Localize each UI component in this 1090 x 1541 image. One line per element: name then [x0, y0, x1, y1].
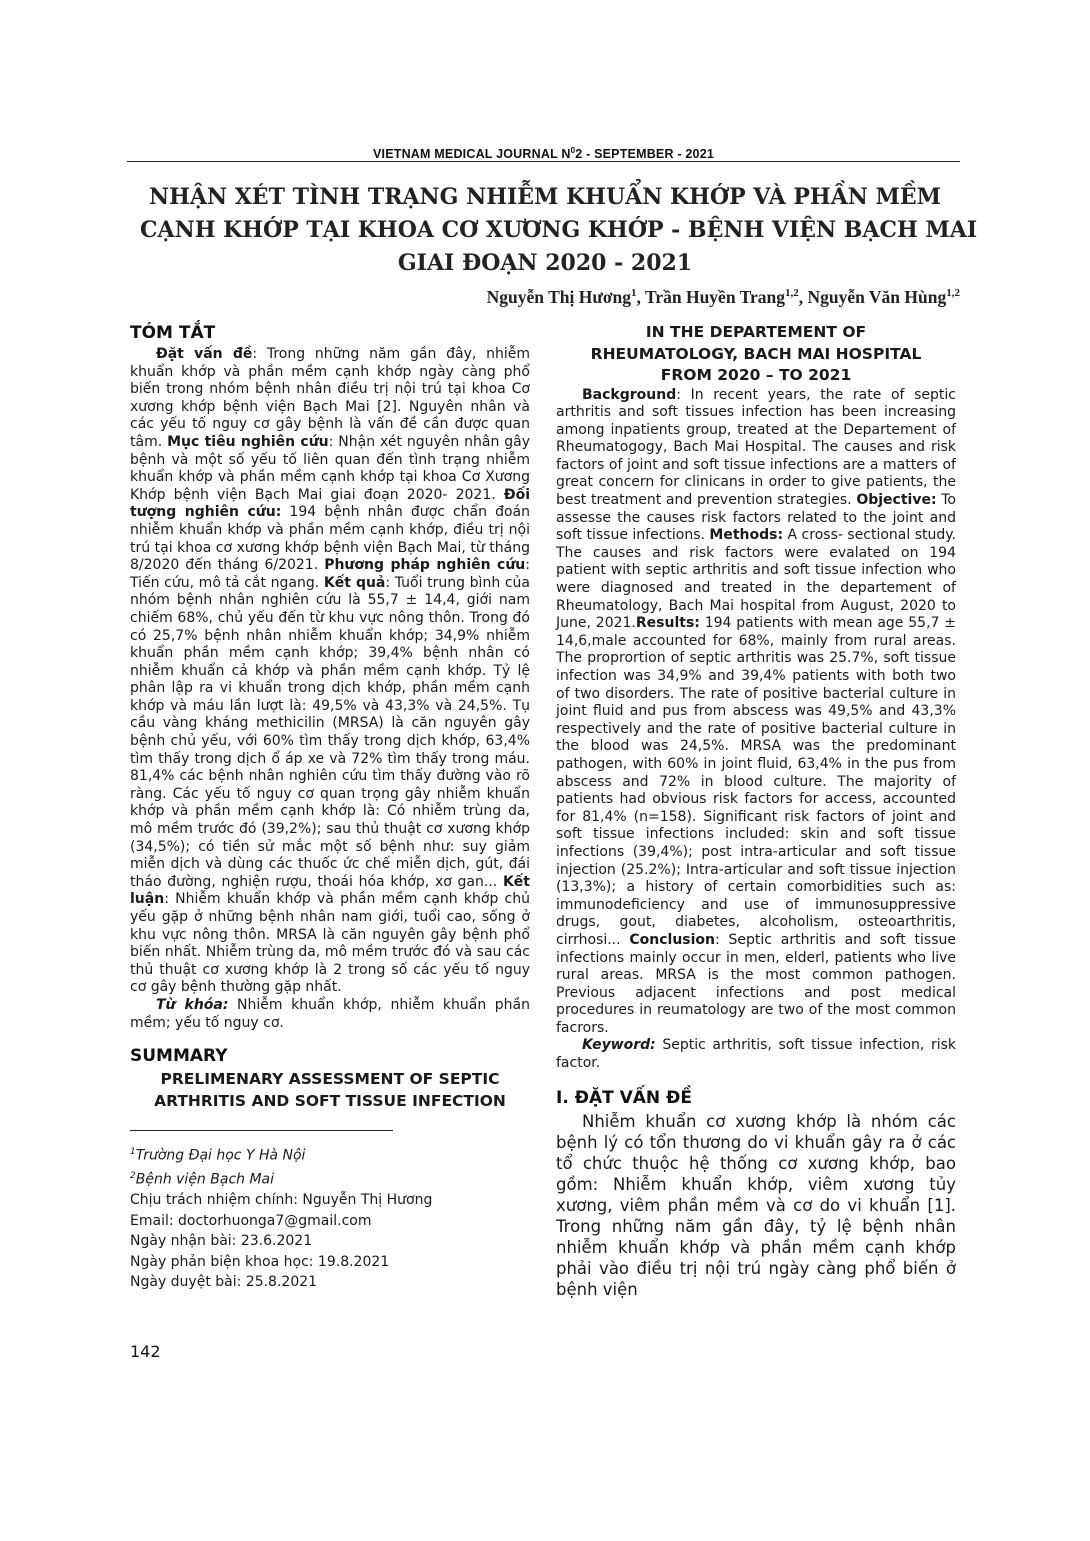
bold-label: Conclusion [629, 931, 716, 948]
intro-heading: I. ĐẶT VẤN ĐỀ [556, 1087, 692, 1108]
affiliation-sup: 2 [130, 1171, 136, 1182]
affiliation-text: Bệnh viện Bạch Mai [135, 1171, 275, 1188]
affiliation-sup: 1 [130, 1147, 136, 1158]
journal-number-sup: 0 [570, 146, 576, 155]
author-affiliation-sup: 1 [631, 287, 637, 300]
bold-label: Kết luận [130, 873, 530, 908]
bold-label: Kết quả [323, 574, 386, 591]
summary-title-line: IN THE DEPARTEMENT OF [645, 323, 867, 341]
body-text: : In recent years, the rate of septic arthritis and soft tissues infection has been increasing among inpatients group, treated at the Departement of Rheumatogogy, Bach Mai Hospital. The causes and risk factors of joint and soft tissue infections are a matters of great concern for clinicans in order to give patients, the best treatment and prevention strategies. [556, 386, 956, 509]
title-line: GIAI ĐOẠN 2020 - 2021 [397, 250, 693, 276]
body-text: : Nhiễm khuẩn khớp và phần mềm cạnh khớp chủ yếu gặp ở những bệnh nhân nam giới, tuổi cao, sống ở khu vực nông thôn. MRSA là căn nguyên gây bệnh phổ biến nhất. Nhiễm trùng da, mô mềm trước đó và sau các thủ thuật cơ xương khớp là 2 trong số các yếu tố nguy cơ gây bệnh thường gặp nhất. [130, 891, 530, 996]
keywords-en-label: Keyword: [582, 1037, 656, 1054]
author-name: Trần Huyền Trang [644, 287, 785, 307]
author-separator: , [798, 287, 808, 307]
affiliation-2 [130, 1166, 530, 1190]
title-line: NHẬN XÉT TÌNH TRẠNG NHIỄM KHUẨN KHỚP VÀ PHẦN MỀM [149, 184, 941, 210]
bold-label: Đặt vấn đề [156, 346, 253, 362]
author-separator: , [636, 287, 645, 307]
keywords-vi-text: Nhiễm khuẩn khớp, nhiễm khuẩn phần mềm; yếu tố nguy cơ. [130, 996, 530, 1031]
body-text: A cross- sectional study. The causes and risk factors were evalated on 194 patient with septic arthritis and soft tissue infection who were diagnosed and treated in the departement of Rheumatology, Bach Mai hospital from August, 2020 to June, 2021. [556, 527, 956, 632]
intro-body: Nhiễm khuẩn cơ xương khớp là nhóm các bệnh lý có tổn thương do vi khuẩn gây ra ở các tổ chức thuộc hệ thống cơ xương khớp, bao gồm: Nhiễm khuẩn khớp, viêm xương tủy xương, viêm phần mềm và cơ do vi khuẩn [1]. Trong những năm gần đây, tỷ lệ bệnh nhân nhiễm khuẩn khớp và phần mềm cạnh khớp phải vào điều trị nội trú ngày càng phổ biến ở bệnh viện [556, 1111, 956, 1299]
article-title [140, 181, 978, 280]
footnotes [130, 1142, 530, 1293]
author-affiliation-sup: 1,2 [784, 287, 799, 300]
footnote-rule [130, 1130, 393, 1131]
body-text: 194 patients with mean age 55,7 ± 14,6,male accounted for 68%, mainly from rural areas. The proprortion of septic arthritis was 25.7%, soft tissue infection was 34,9% and 39,4% patients with both two of two disorders. The rate of positive bacterial culture in joint fluid and pus from abscess was 49,5% and 43,3% respectively and the rate of positive bacterial culture in the blood was 24,5%. MRSA was the predominant pathogen, with 60% in joint fluid, 63,4% in the pus from abscess and 72% in blood culture. The majority of patients had obvious risk factors for access, accounted for 81,4% (n=158). Significant risk factors of joint and soft tissue infections included: skin and soft tissue infections (39,4%); post intra-articular and soft tissue injection (25.2%); Intra-articular and soft tissue injection (13,3%); a history of certain comorbidities such as: immunodeficiency and use of immunosuppressive drugs, gout, diabetes, alcoholism, osteoarthritis, cirrhosi... [556, 615, 957, 948]
abstract-heading: TÓM TẮT [130, 323, 216, 343]
body-text: 194 bệnh nhân được chẩn đoán nhiễm khuẩn khớp và phần mềm cạnh khớp, điều trị nội trú tại khoa cơ xương khớp bệnh viện Bạch Mai, từ tháng 8/2020 đến tháng 6/2021. [130, 504, 530, 574]
journal-issue: 2 - SEPTEMBER - 2021 [575, 147, 715, 162]
right-column [556, 322, 956, 1300]
header-rule [127, 161, 960, 162]
body-text: : Nhận xét nguyên nhân gây bệnh và một số yếu tố liên quan đến tình trạng nhiễm khuẩn khớp và phần mềm cạnh khớp tại khoa Cơ Xương Khớp bệnh viện Bạch Mai giai đoạn 2020- 2021. [130, 433, 530, 503]
bold-label: Mục tiêu nghiên cứu [167, 433, 329, 450]
affiliation-1 [130, 1142, 530, 1166]
page-number: 142 [130, 1342, 161, 1361]
abstract-vi-body [130, 346, 530, 997]
keywords-en [556, 1037, 956, 1072]
bold-label: Methods: [709, 527, 784, 544]
summary-body [556, 387, 956, 1038]
journal-name: VIETNAM MEDICAL JOURNAL N [372, 147, 571, 162]
affiliation-text: Trường Đại học Y Hà Nội [135, 1147, 306, 1164]
summary-heading: SUMMARY [130, 1046, 228, 1067]
reviewed-date: Ngày phản biện khoa học: 19.8.2021 [130, 1253, 390, 1270]
running-header [127, 146, 960, 161]
summary-title-line: ARTHRITIS AND SOFT TISSUE INFECTION [154, 1091, 506, 1110]
author-name: Nguyễn Thị Hương [486, 287, 632, 307]
title-line: CẠNH KHỚP TẠI KHOA CƠ XƯƠNG KHỚP - BỆNH VIỆN BẠCH MAI [140, 217, 978, 243]
body-text: : Tuổi trung bình của nhóm bệnh nhân nghiên cứu là 55,7 ± 14,4, giới nam chiếm 68%, chủ yếu đến từ khu vực nông thôn. Trong đó có 25,7% bệnh nhân nhiễm khuẩn khớp; 34,9% nhiễm khuẩn phần mềm cạnh khớp; 39,4% bệnh nhân có nhiễm khuẩn cả khớp và phần mềm cạnh khớp. Tỷ lệ phân lập ra vi khuẩn trong dịch khớp, phần mềm cạnh khớp và máu lần lượt là: 49,5% và 43,3% và 24,5%. Tụ cầu vàng kháng methicilin (MRSA) là căn nguyên gây bệnh chủ yếu, với 60% tìm thấy trong dịch khớp, 63,4% tìm thấy trong dịch ổ áp xe và 72% tìm thấy trong máu. 81,4% các bệnh nhân nghiên cứu tìm thấy đường vào rõ ràng. Các yếu tố nguy cơ quan trọng gây nhiễm khuẩn khớp và phần mềm cạnh khớp là: Có nhiễm trùng da, mô mềm trước đó (39,2%); sau thủ thuật cơ xương khớp (34,5%); có tiền sử mắc một số bệnh như: suy giảm miễn dịch và dùng các thuốc ức chế miễn dịch, gút, đái tháo đường, nghiện rượu, thoái hóa khớp, xơ gan... [130, 574, 530, 890]
left-column [130, 322, 530, 1293]
keywords-vi-label: Từ khóa: [156, 996, 229, 1013]
keywords-vi [130, 997, 530, 1032]
summary-title-line: FROM 2020 – TO 2021 [660, 366, 852, 384]
author-name: Nguyễn Văn Hùng [807, 287, 947, 307]
received-date: Ngày nhận bài: 23.6.2021 [130, 1233, 313, 1250]
author-list [487, 287, 960, 308]
bold-label: Đối tượng nghiên cứu: [130, 486, 530, 521]
body-text: To assesse the causes risk factors related to the joint and soft tissue infections. [556, 492, 956, 544]
summary-title-line: RHEUMATOLOGY, BACH MAI HOSPITAL [590, 344, 922, 363]
bold-label: Phương pháp nghiên cứu [324, 557, 526, 574]
summary-title-line: PRELIMENARY ASSESSMENT OF SEPTIC [160, 1070, 500, 1089]
author-affiliation-sup: 1,2 [946, 287, 960, 300]
body-text: : Septic arthritis and soft tissue infections mainly occur in men, elderl, patients who live rural areas. MRSA is the most common pathogen. Previous adjacent infections and post medical procedures in reumatology are two of the most common facrors. [556, 931, 956, 1036]
bold-label: Results: [635, 615, 700, 632]
bold-label: Objective: [856, 492, 937, 509]
contact-email: Email: doctorhuonga7@gmail.com [130, 1212, 372, 1229]
body-text: : Trong những năm gần đây, nhiễm khuẩn khớp và phần mềm cạnh khớp ngày càng phổ biến trong nhóm bệnh nhân điều trị nội trú tại khoa Cơ xương khớp bệnh viện Bạch Mai [2]. Nguyên nhân và các yếu tố nguy cơ gây bệnh là vấn đề cần được quan tâm. [130, 346, 530, 450]
body-text: : Tiến cứu, mô tả cắt ngang. [130, 557, 530, 591]
accepted-date: Ngày duyệt bài: 25.8.2021 [130, 1274, 318, 1291]
keywords-en-text: Septic arthritis, soft tissue infection, risk factor. [556, 1037, 956, 1072]
bold-label: Background [582, 386, 677, 403]
responsible-author: Chịu trách nhiệm chính: Nguyễn Thị Hương [130, 1192, 433, 1209]
